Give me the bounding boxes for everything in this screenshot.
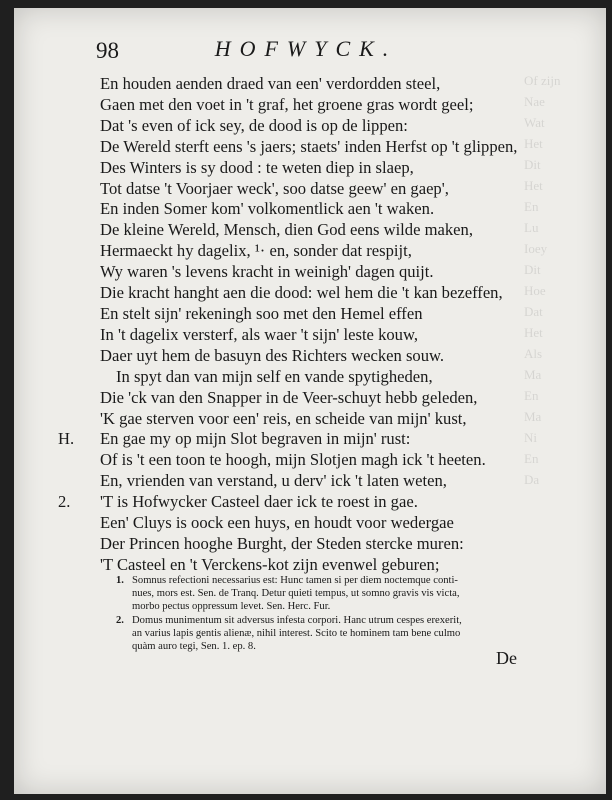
verse-line bbox=[100, 74, 517, 95]
margin-marker: 2. bbox=[58, 492, 71, 512]
verse-line bbox=[100, 137, 517, 158]
verse-line-text: 'K gae sterven voor een' reis, en scheide van mijn' kust, bbox=[100, 408, 467, 428]
footnote-line bbox=[128, 627, 538, 640]
verse-line-text: Daer uyt hem de basuyn des Richters wecken souw. bbox=[100, 345, 445, 365]
footnote-line bbox=[116, 614, 538, 627]
poem-text bbox=[58, 74, 518, 576]
verse-line-text: In spyt dan van mijn self en vande spytigheden, bbox=[116, 366, 433, 386]
footnote-text: an varius lapis gentis alienæ, nihil interest. Scito te hominem tam bene culmo bbox=[132, 627, 461, 639]
footnote-text: Somnus refectioni necessarius est: Hunc tamen si per diem noctemque conti- bbox=[132, 575, 458, 586]
footnote-number: 1. bbox=[116, 575, 124, 586]
verse-line-text: Die kracht hanght aen die dood: wel hem die 't kan bezeffen, bbox=[100, 283, 503, 303]
verse-line-text: Een' Cluys is oock een huys, en houdt voor wedergae bbox=[100, 513, 454, 533]
verse-line bbox=[100, 262, 517, 283]
verse-line-text: De kleine Wereld, Mensch, dien God eens wilde maken, bbox=[100, 220, 473, 240]
verse-line-text: Der Princen hooghe Burght, der Steden stercke muren: bbox=[100, 533, 464, 553]
verse-line bbox=[58, 429, 517, 450]
verse-line bbox=[58, 492, 517, 513]
page-number: 98 bbox=[96, 38, 119, 63]
verse-line-text: Tot datse 't Voorjaer weck', soo datse geew' en gaep', bbox=[100, 178, 449, 198]
verse-line-text: Die 'ck van den Snapper in de Veer-schuyt hebb geleden, bbox=[100, 387, 478, 407]
verse-line bbox=[100, 367, 517, 388]
catchword: De bbox=[496, 648, 517, 668]
verse-line-text: En gae my op mijn Slot begraven in mijn' rust: bbox=[100, 429, 411, 449]
verse-line bbox=[100, 199, 517, 220]
verse-line bbox=[100, 116, 517, 137]
footnote-number: 2. bbox=[116, 614, 124, 626]
verse-line bbox=[100, 241, 517, 262]
verse-line bbox=[100, 158, 517, 179]
verse-line-text: Dat 's even of ick sey, de dood is op de lippen: bbox=[100, 115, 408, 135]
verse-line-text: En, vrienden van verstand, u derv' ick 't laten weten, bbox=[100, 471, 447, 491]
verse-line-text: In 't dagelix versterf, als waer 't sijn' leste kouw, bbox=[100, 324, 419, 344]
footnote-text: quàm auro tegi, Sen. 1. ep. 8. bbox=[132, 641, 256, 653]
footnote-text: Domus munimentum sit adversus infesta corpori. Hanc utrum cespes erexerit, bbox=[132, 614, 462, 626]
verse-line-text: En inden Somer kom' volkomentlick aen 't waken. bbox=[100, 199, 435, 219]
verse-line bbox=[100, 304, 517, 325]
verse-line bbox=[100, 283, 517, 304]
verse-line-text: De Wereld sterft eens 's jaers; staets' inden Herfst op 't glippen, bbox=[100, 136, 518, 156]
verse-line-text: En houden aenden draed van een' verdordden steel, bbox=[100, 74, 441, 93]
verse-line bbox=[100, 220, 517, 241]
verse-line bbox=[100, 388, 517, 409]
verse-line-text: Gaen met den voet in 't graf, het groene gras wordt geel; bbox=[100, 94, 474, 114]
verse-line-text: Of is 't een toon te hoogh, mijn Slotjen magh ick 't heeten. bbox=[100, 450, 486, 470]
verse-line-text: 'T Casteel en 't Verckens-kot zijn evenwel geburen; bbox=[100, 554, 440, 574]
margin-marker: H. bbox=[58, 429, 75, 449]
footnote-text: morbo pectus oppressum levet. Sen. Herc. Fur. bbox=[132, 601, 331, 613]
footnote-line bbox=[128, 640, 538, 653]
verse-line-text: 'T is Hofwycker Casteel daer ick te roest in gae. bbox=[100, 492, 418, 512]
verse-line-text: Wy waren 's levens kracht in weinigh' dagen quijt. bbox=[100, 262, 434, 282]
footnote-line bbox=[116, 574, 538, 587]
footnote-line bbox=[128, 587, 538, 600]
verse-line bbox=[100, 346, 517, 367]
verse-line bbox=[100, 513, 517, 534]
show-through-text: Of zijn Nae Wat Het Dit Het En Lu Ioey Dit Hoe Dat Het Als Ma En Ma Ni En Da bbox=[524, 73, 561, 487]
footnotes bbox=[116, 574, 538, 653]
verse-line bbox=[100, 325, 517, 346]
verse-line bbox=[100, 409, 517, 430]
verse-line-text: En stelt sijn' rekeningh soo met den Hemel effen bbox=[100, 303, 423, 323]
verse-line bbox=[100, 555, 517, 576]
verse-line-text: Hermaeckt hy dagelix, ¹· en, sonder dat respijt, bbox=[100, 241, 412, 261]
verse-line bbox=[100, 534, 517, 555]
verse-line bbox=[100, 179, 517, 200]
verse-line bbox=[100, 95, 517, 116]
verse-line bbox=[100, 450, 517, 471]
verse-line bbox=[100, 471, 517, 492]
footnote-line bbox=[128, 600, 538, 613]
verse-line-text: Des Winters is sy dood : te weten diep in slaep, bbox=[100, 157, 414, 177]
running-head: HOFWYCK. bbox=[214, 36, 398, 61]
footnote-text: nues, mors est. Sen. de Tranq. Detur quieti tempus, ut somno gravis vis victa, bbox=[132, 588, 460, 600]
